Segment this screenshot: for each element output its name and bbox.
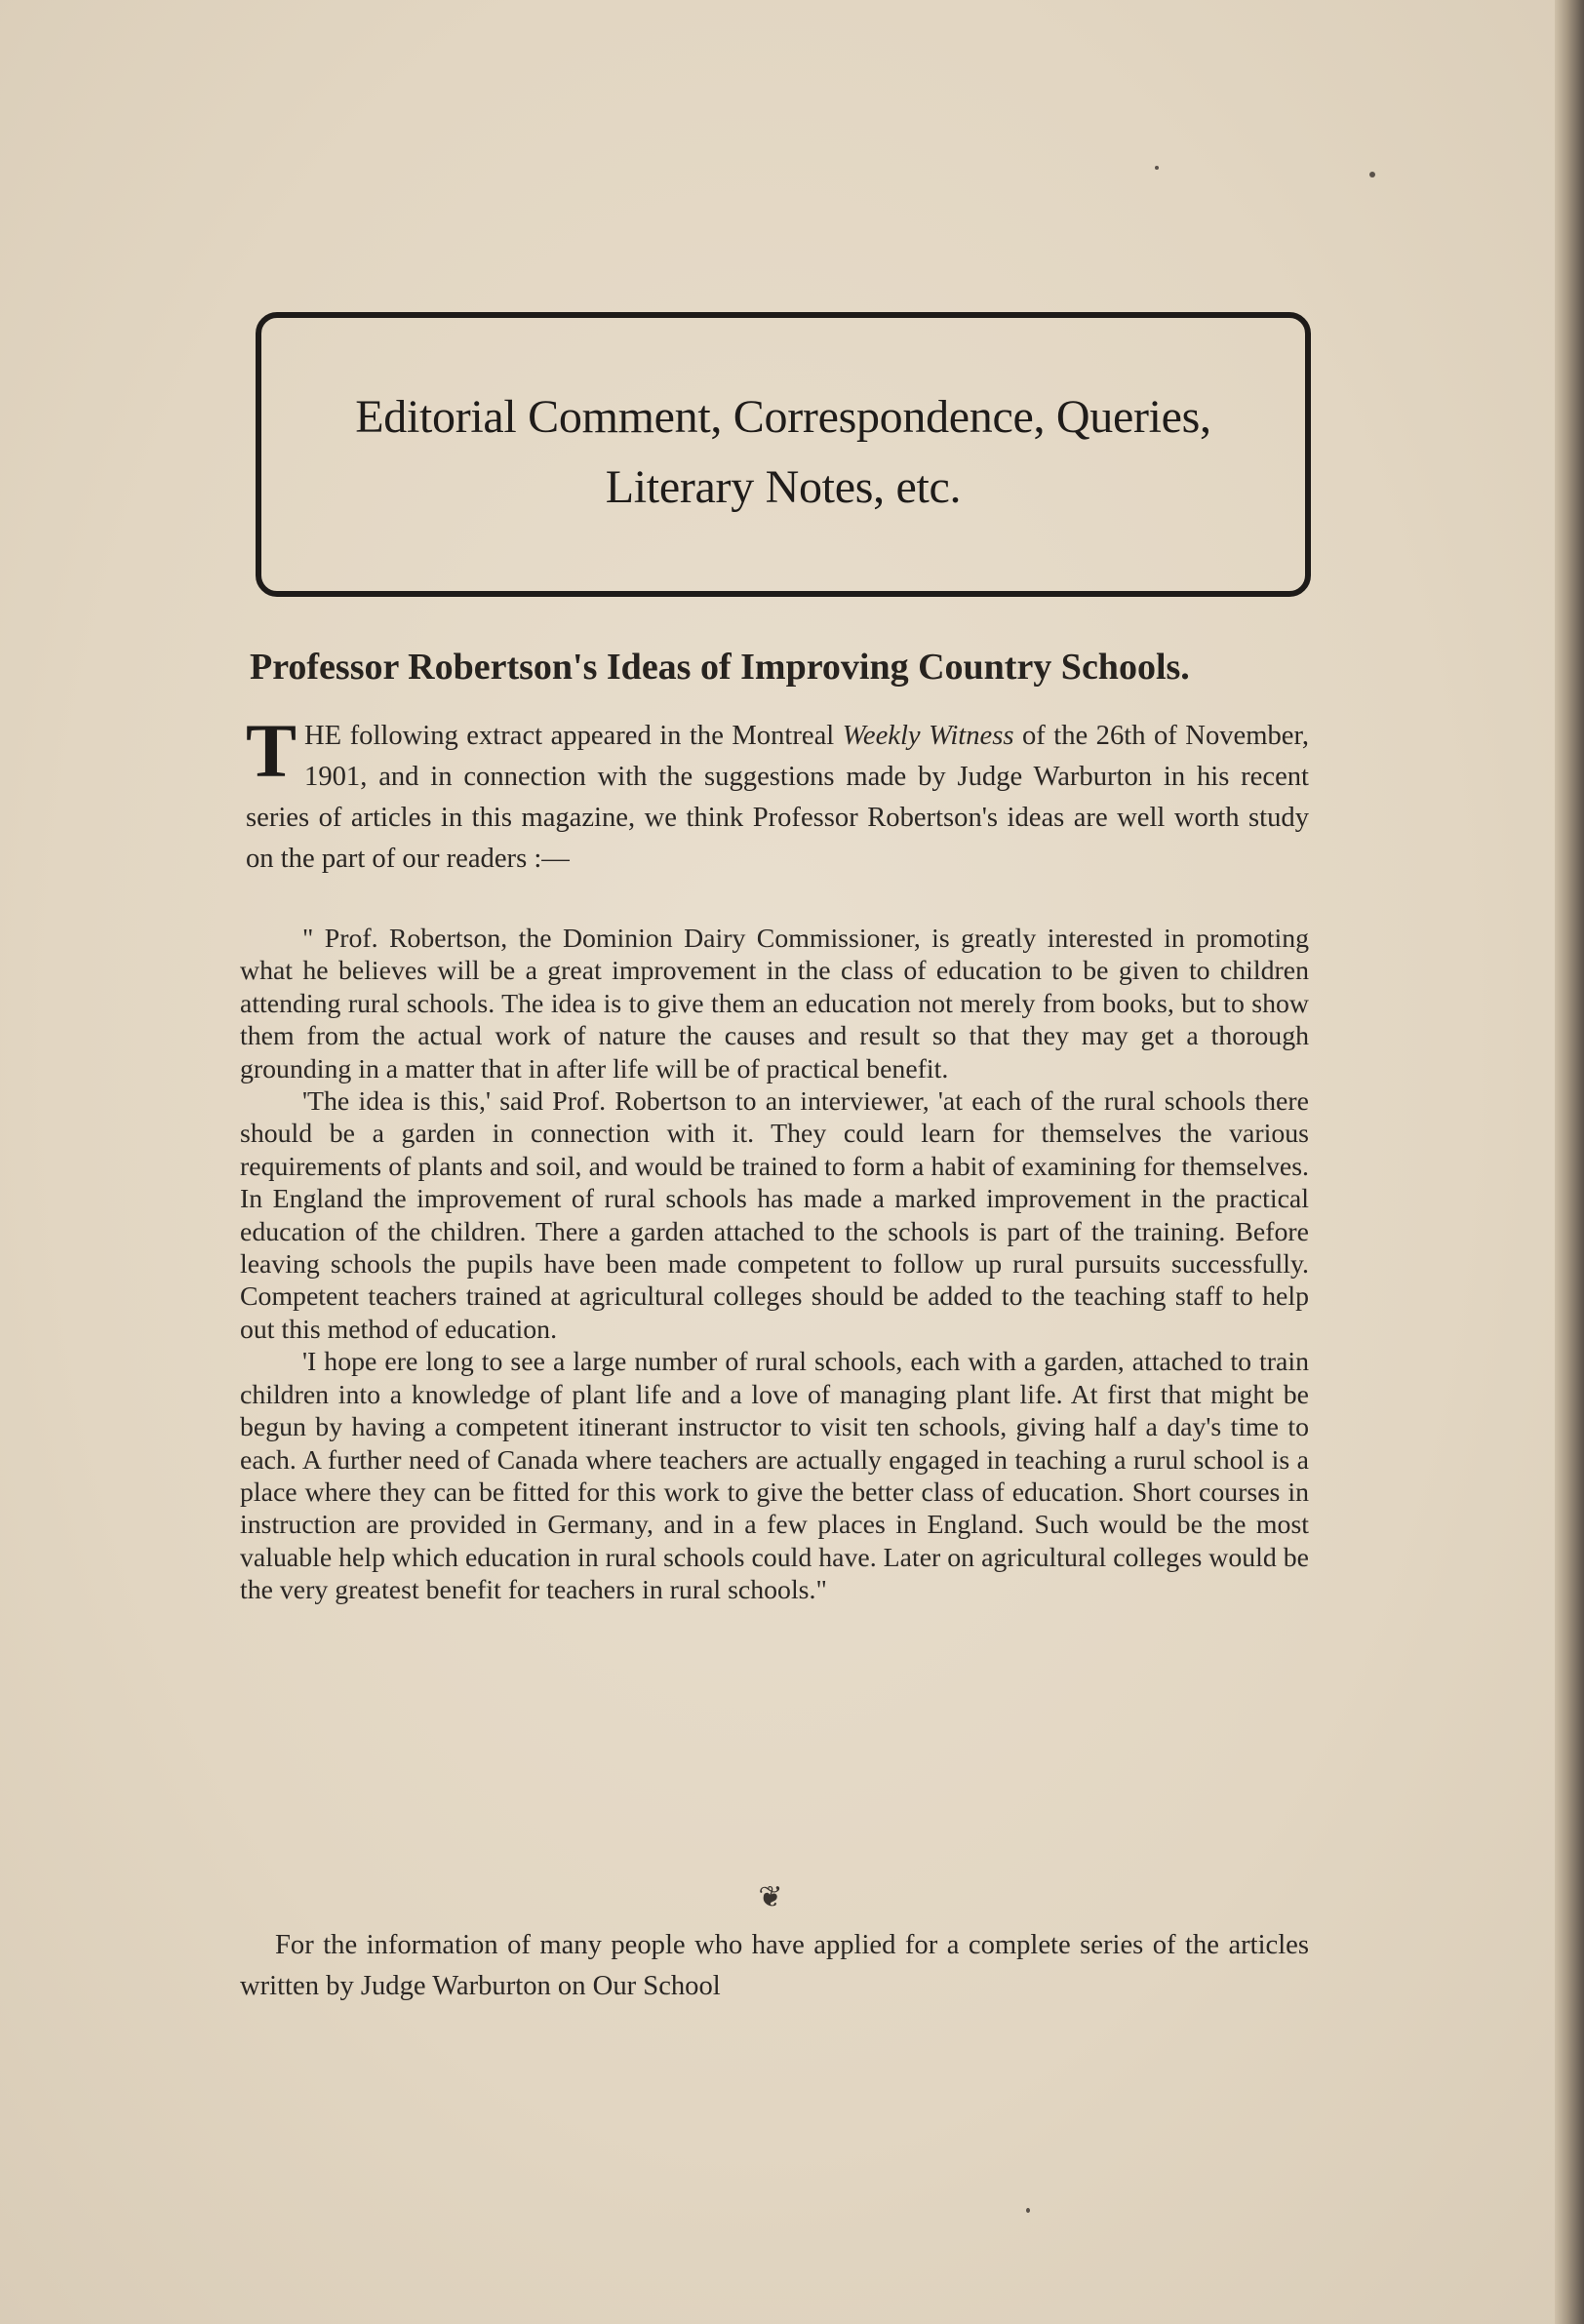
section-heading [261, 382, 1305, 523]
book-spine-edge [1555, 0, 1584, 2324]
quote-paragraph-3: 'I hope ere long to see a large number of rural schools, each with a garden, attached to train children into a knowledge of plant life and a love of managing plant life. At first that might be begun by having a competent itinerant instructor to visit ten schools, giving half a day's time to each. A further need of Canada where teachers are actually engaged in teaching a rurul school is a place where they can be fitted for this work to give the better class of education. Short courses in instruction are provided in Germany, and in a few places in England. Such would be the most valuable help which education in rural schools could have. Later on agricultural colleges would be the very greatest benefit for teachers in rural schools." [240, 1347, 1309, 1606]
intro-paragraph [246, 708, 1309, 880]
drop-cap: T [246, 708, 297, 793]
intro-rest: of the 26th of November, 1901, and in connection with the suggestions made by Judge Warburton in his recent series of articles in this magazine, we think Professor Robertson's ideas are well worth study on the part of our readers :— [246, 721, 1309, 874]
closing-paragraph: For the information of many people who have applied for a complete series of the articles written by Judge Warburton on Our School [240, 1930, 1309, 2001]
paper-speck [1155, 166, 1159, 170]
section-heading-line-1: Editorial Comment, Correspondence, Queries, [355, 391, 1211, 443]
article-title: Professor Robertson's Ideas of Improving Country Schools. [250, 647, 1190, 688]
intro-source: Weekly Witness [842, 721, 1014, 751]
section-ornament: ❦ [758, 1881, 783, 1913]
intro-lead: HE following extract appeared in the Montreal [304, 721, 843, 751]
quoted-extract [240, 923, 1309, 1607]
quote-paragraph-1: " Prof. Robertson, the Dominion Dairy Commissioner, is greatly interested in promoting what he believes will be a great improvement in the class of education to be given to children attending rural schools. The idea is to give them an education not merely from books, but to show them from the actual work of nature the causes and result so that they may get a thorough grounding in a matter that in after life will be of practical benefit. [240, 924, 1309, 1084]
paper-speck [1026, 2208, 1030, 2213]
quote-paragraph-2: 'The idea is this,' said Prof. Robertson to an interviewer, 'at each of the rural schools there should be a garden in connection with it. They could learn for themselves the various requirements of plants and soil, and would be trained to form a habit of examining for themselves. In England the improvement of rural schools has made a marked improvement in the practical education of the children. There a garden attached to the schools is part of the training. Before leaving schools the pupils have been made competent to follow up rural pursuits successfully. Competent teachers trained at agricultural colleges should be added to the teaching staff to help out this method of education. [240, 1086, 1309, 1345]
paper-speck [1369, 172, 1375, 177]
section-heading-line-2: Literary Notes, etc. [605, 461, 962, 513]
